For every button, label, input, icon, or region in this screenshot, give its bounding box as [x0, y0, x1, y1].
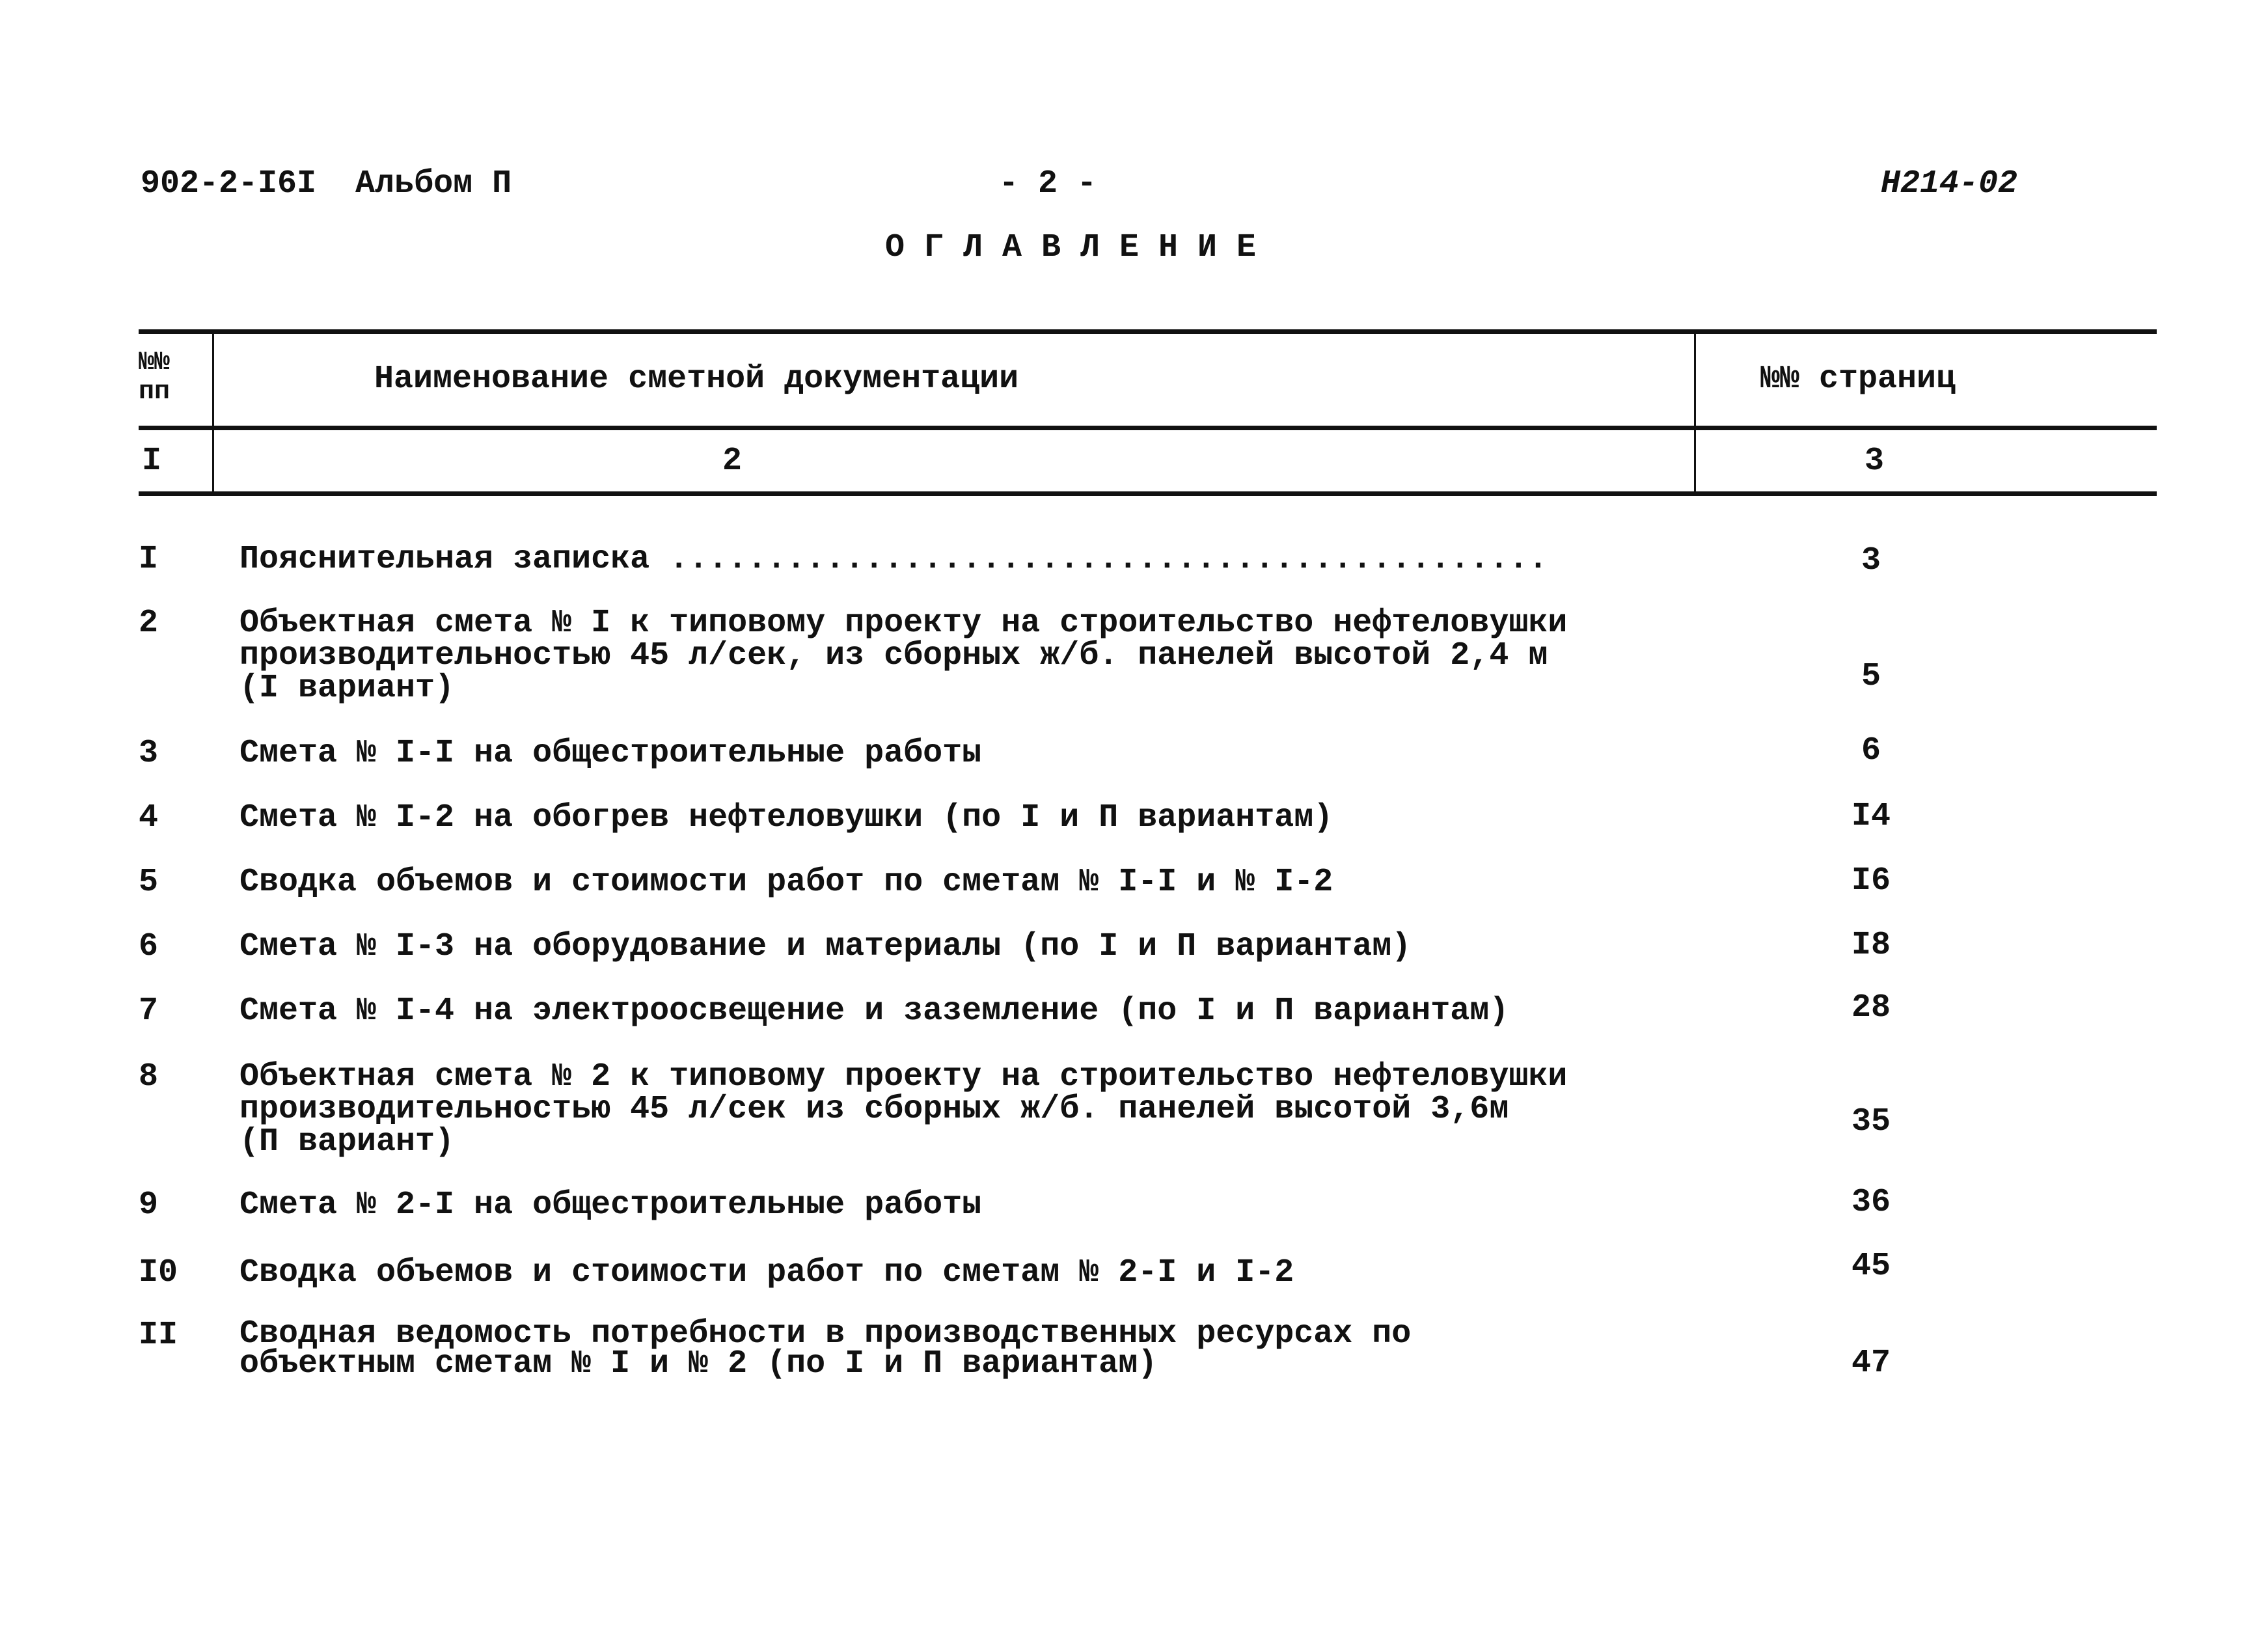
row-title: Сводная ведомость потребности в производственных ресурсах по объектным сметам № I и № 2 (по I и П вариантам) — [239, 1315, 1412, 1382]
row-number: 9 — [139, 1187, 159, 1224]
row-number: 8 — [139, 1058, 159, 1095]
row-page: 47 — [1851, 1345, 1891, 1382]
column-number-3: 3 — [1865, 443, 1885, 480]
row-page: 45 — [1851, 1248, 1891, 1285]
column-divider — [1694, 332, 1696, 495]
row-page: 3 — [1861, 542, 1881, 579]
table-header-rule — [139, 426, 2157, 430]
column-header-name: Наименование сметной документации — [374, 361, 1019, 398]
row-title: Смета № I-3 на оборудование и материалы (по I и П вариантам) — [239, 928, 1412, 965]
row-number: 7 — [139, 993, 159, 1030]
table-top-rule — [139, 329, 2157, 334]
row-number: 6 — [139, 928, 159, 965]
document-code: 902-2-I6I Альбом П — [141, 165, 512, 202]
row-number: I — [139, 541, 159, 578]
column-header-number: №№ пп — [139, 348, 171, 407]
column-divider — [212, 332, 214, 495]
column-number-1: I — [142, 443, 162, 480]
row-page: 36 — [1851, 1184, 1891, 1221]
row-title: Смета № I-4 на электроосвещение и заземление (по I и П вариантам) — [239, 993, 1509, 1030]
row-page: 6 — [1861, 732, 1881, 769]
row-number: I0 — [139, 1254, 178, 1291]
row-title: Объектная смета № I к типовому проекту на строительство нефтеловушки производительностью 45 л/сек, из сборных ж/б. панелей высотой 2,4 м (I вариант) — [239, 605, 1568, 707]
page-number: - 2 - — [998, 165, 1097, 202]
inventory-number: Н214-02 — [1881, 165, 2018, 202]
row-number: 2 — [139, 605, 159, 642]
row-title: Смета № I-2 на обогрев нефтеловушки (по I и П вариантам) — [239, 799, 1333, 836]
page-title: О Г Л А В Л Е Н И Е — [884, 229, 1257, 266]
column-number-2: 2 — [722, 443, 743, 480]
row-number: II — [139, 1317, 178, 1354]
row-page: 28 — [1851, 989, 1891, 1026]
row-title: Смета № 2-I на общестроительные работы — [239, 1187, 982, 1224]
row-number: 4 — [139, 799, 159, 836]
row-title: Сводка объемов и стоимости работ по сметам № 2-I и I-2 — [239, 1254, 1294, 1291]
row-title: Пояснительная записка ............................................. — [239, 541, 1548, 578]
table-numbering-rule — [139, 491, 2157, 496]
row-page: I4 — [1851, 798, 1891, 835]
row-title: Объектная смета № 2 к типовому проекту на строительство нефтеловушки производительностью 45 л/сек из сборных ж/б. панелей высотой 3,6м (П вариант) — [239, 1058, 1568, 1160]
column-header-pages: №№ страниц — [1760, 361, 1956, 398]
row-title: Смета № I-I на общестроительные работы — [239, 735, 982, 772]
row-page: 35 — [1851, 1103, 1891, 1140]
row-title: Сводка объемов и стоимости работ по сметам № I-I и № I-2 — [239, 864, 1333, 901]
row-page: I8 — [1851, 927, 1891, 964]
row-page: 5 — [1861, 658, 1881, 695]
row-number: 3 — [139, 735, 159, 772]
row-number: 5 — [139, 864, 159, 901]
row-page: I6 — [1851, 862, 1891, 899]
